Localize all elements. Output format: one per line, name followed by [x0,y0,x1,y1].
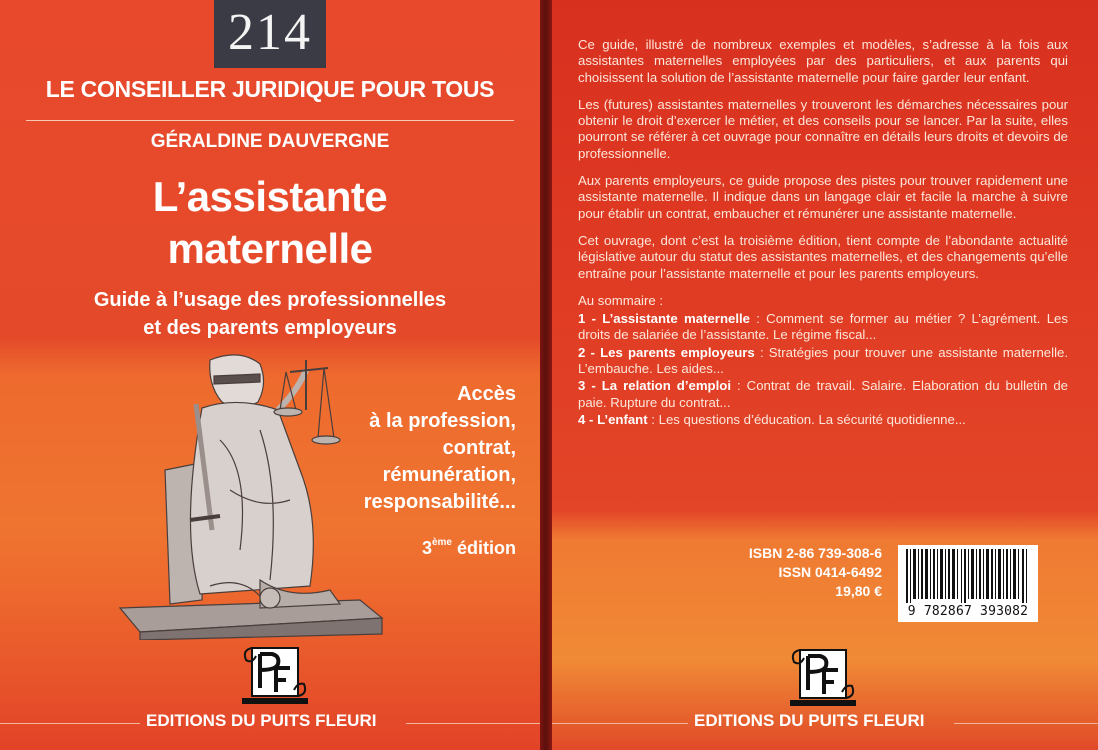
book-subtitle [0,286,540,342]
edition-label [422,537,516,559]
toc-desc: : Comment se former au métier ? L’agrément. Les droits de salariée de l’assistante. Le régime fiscal... [578,311,1068,343]
footer-rule-right [406,723,540,724]
toc-title: L’enfant [597,411,648,427]
divider [26,120,514,121]
toc-desc: : Stratégies pour trouver une assistante maternelle. L’embauche. Les aides... [578,344,1068,377]
toc-item: 3 - La relation d’emploi : Contrat de travail. Salaire. Elaboration du bulletin de paie. Rupture du contrat... [578,378,1068,410]
topic-item: responsabilité... [363,491,516,513]
lady-justice-illustration [110,350,390,640]
toc-title: L’assistante maternelle [602,311,750,327]
paragraph: Cet ouvrage, dont c’est la troisième édition, tient compte de l’abondante actualité législative autour du statut des assistantes maternelles, et des changements qu’elle entraîne pour l’assistante maternelle et pour les parents employeurs. [578,232,1068,281]
edition-number: 3 [421,538,432,558]
publisher-name: EDITIONS DU PUITS FLEURI [146,711,377,730]
topic-item: à la profession, [369,410,516,432]
topic-item: Accès [457,383,516,405]
book-spine [540,0,552,750]
series-number: 214 [214,0,326,68]
paragraph: Aux parents employeurs, ce guide propose des pistes pour trouver rapidement une assistante maternelle. Il indique dans un langage clair et facile la marche à suivre pour établir un contrat, embaucher et rémunérer une assistante maternelle. [578,173,1068,221]
edition-suffix: ème [431,537,452,548]
toc-desc: : Les questions d’éducation. La sécurité quotidienne... [647,411,966,427]
toc-number: 4 [578,411,586,427]
footer-rule-left [0,723,140,724]
toc-number: 2 [578,344,586,360]
barcode-bars-icon [898,545,1038,603]
title-line-2: maternelle [167,225,373,272]
topic-item: contrat, [442,437,516,459]
footer-rule-left [552,723,688,724]
footer-rule-right [954,723,1098,724]
author-name: GÉRALDINE DAUVERGNE [150,131,390,152]
publisher-name: EDITIONS DU PUITS FLEURI [694,711,925,730]
edition-word: édition [457,538,516,558]
subtitle-line-2: et des parents employeurs [143,317,397,339]
toc-heading: Au sommaire : [578,292,664,308]
toc-title: Les parents employeurs [600,344,755,360]
subtitle-line-1: Guide à l’usage des professionnelles [93,289,447,311]
toc-title: La relation d’emploi [601,378,731,394]
price: 19,80 € [835,583,882,599]
toc-item: 1 - L’assistante maternelle : Comment se former au métier ? L’agrément. Les droits de salariée de l’assistante. Le régime fiscal... [578,311,1068,343]
book-title [0,171,540,275]
series-title: LE CONSEILLER JURIDIQUE POUR TOUS [45,76,495,102]
toc-item: 4 - L’enfant : Les questions d’éducation. La sécurité quotidienne... [578,411,966,427]
publisher-logo-icon [238,638,316,708]
title-line-1: L’assistante [152,173,388,220]
toc-desc: : Contrat de travail. Salaire. Elaboration du bulletin de paie. Rupture du contrat... [578,378,1068,410]
back-cover [552,0,1098,750]
back-description [578,37,1068,429]
publisher-logo-icon [786,640,864,710]
barcode-digits: 9 782867 393082 [907,604,1029,619]
isbn-block [749,544,882,601]
front-cover [0,0,540,750]
topics-list [364,381,516,516]
toc-item: 2 - Les parents employeurs : Stratégies pour trouver une assistante maternelle. L’embauche. Les aides... [578,344,1068,377]
toc-number: 3 [578,378,586,394]
paragraph: Les (futures) assistantes maternelles y trouveront les démarches nécessaires pour obtenir le droit d’exercer le métier, et des conseils pour se lancer. Par la suite, elles pourront se référer à cet ouvrage pour connaître en détails leurs droits et devoirs de professionnelle. [578,96,1068,161]
barcode [898,545,1038,622]
toc-number: 1 [578,311,586,327]
issn: ISSN 0414-6492 [778,564,882,580]
isbn: ISBN 2-86 739-308-6 [748,545,882,561]
paragraph: Ce guide, illustré de nombreux exemples et modèles, s’adresse à la fois aux assistantes maternelles employées par des particuliers, et aux parents qui choisissent la solution de l’assistante maternelle pour faire garder leur enfant. [578,37,1068,85]
topic-item: rémunération, [382,464,516,486]
